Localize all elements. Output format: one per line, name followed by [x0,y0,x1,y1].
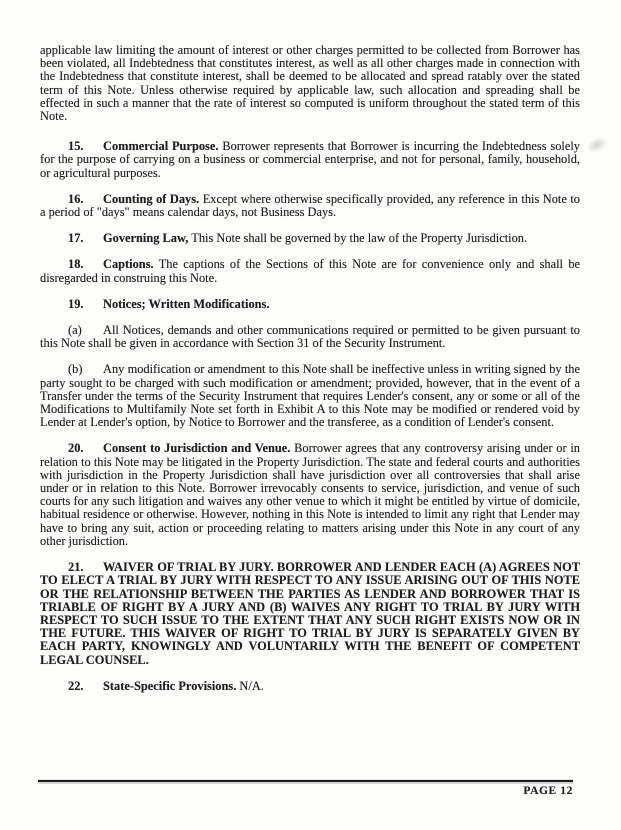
section-body: This Note shall be governed by the law of the Property Jurisdiction. [191,231,528,246]
paragraph-continuation [40,44,580,123]
section-body: Borrower represents that Borrower is incurring the Indebtedness solely for the purpose of carrying on a business or commercial enterprise, and not for personal, family, household, or agricultural purposes. [40,139,580,180]
subsection-body: Any modification or amendment to this Note shall be ineffective unless in writing signed by the party sought to be charged with such modification or amendment; provided, however, that in the event of a Transfer under the terms of the Security Instrument that requires Lender's consent, any or some or all of the Modifications to Multifamily Note set forth in Exhibit A to this Note may be modified or rendered void by Lender at Lender's option, by Notice to Borrower and the transferee, as a condition of Lender's consent. [40,362,580,430]
section-number: 17. [68,231,84,246]
section-number: 20. [68,441,84,456]
subsection-letter: (b) [68,362,83,377]
section-body: BORROWER AND LENDER EACH (A) AGREES NOT TO ELECT A TRIAL BY JURY WITH RESPECT TO ANY ISSUE ARISING OUT OF THIS NOTE OR THE RELATIONSHIP BETWEEN THE PARTIES AS LENDER AND BORROWER THAT IS TRIABLE OF RIGHT BY A JURY AND (B) WAIVES ANY RIGHT TO TRIAL BY JURY WITH RESPECT TO SUCH ISSUE TO THE EXTENT THAT ANY SUCH RIGHT EXISTS NOW OR IN THE FUTURE. THIS WAIVER OF RIGHT TO TRIAL BY JURY IS SEPARATELY GIVEN BY EACH PARTY, KNOWINGLY AND VOLUNTARILY WITH THE BENEFIT OF COMPETENT LEGAL COUNSEL. [40,560,580,667]
document-body [40,44,580,706]
section-number: 16. [68,191,84,206]
section-number: 21. [68,560,84,575]
section-heading: Governing Law, [103,231,189,246]
footer-divider-line [38,780,573,782]
section-heading: State-Specific Provisions. [103,678,237,693]
section-18 [40,258,580,284]
section-heading: Consent to Jurisdiction and Venue. [103,441,291,456]
section-19-sub-b [40,363,580,429]
section-number: 18. [68,257,84,272]
subsection-letter: (a) [68,323,82,338]
section-body: The captions of the Sections of this Note are for convenience only and shall be disregarded in construing this Note. [40,257,581,285]
section-17 [40,232,580,245]
section-15 [40,140,580,180]
section-body: Except where otherwise specifically provided, any reference in this Note to a period of "days" means calendar days, not Business Days. [40,191,581,220]
section-number: 22. [68,678,84,693]
section-heading: Captions. [103,257,154,272]
section-16 [40,193,580,219]
section-heading: Counting of Days. [103,191,200,206]
subsection-body: All Notices, demands and other communications required or permitted to be given pursuant to this Note shall be given in accordance with Section 31 of the Security Instrument. [40,323,580,351]
paragraph-text: applicable law limiting the amount of interest or other charges permitted to be collected from Borrower has been violated, all Indebtedness that constitutes interest, as well as all other charges made in connection with the Indebtedness that constitute interest, shall be deemed to be allocated and spread ratably over the stated term of this Note. Unless otherwise required by applicable law, such allocation and spreading shall be effected in such a manner that the rate of interest so computed is uniform throughout the stated term of this Note. [40,43,580,124]
section-heading: Notices; Written Modifications. [103,296,270,311]
section-heading: WAIVER OF TRIAL BY JURY. [103,560,274,575]
page-number-label: PAGE 12 [523,785,573,797]
section-19 [40,298,580,311]
scan-smudge-artifact [584,134,610,156]
section-number: 15. [68,139,84,154]
section-number: 19. [68,296,84,311]
section-21 [40,561,580,667]
section-heading: Commercial Purpose. [103,139,219,154]
section-22 [40,680,580,693]
section-20 [40,442,580,548]
section-body: N/A. [239,678,264,693]
section-19-sub-a [40,324,580,350]
section-body: Borrower agrees that any controversy arising under or in relation to this Note may be litigated in the Property Jurisdiction. The state and federal courts and authorities with jurisdiction in the Property Jurisdiction shall have jurisdiction over all controversies that shall arise under or in relation to this Note. Borrower irrevocably consents to service, jurisdiction, and venue of such courts for any such litigation and waives any other venue to which it might be entitled by virtue of domicile, habitual residence or otherwise. However, nothing in this Note is intended to limit any right that Lender may have to bring any suit, action or proceeding relating to matters arising under this Note in any court of any other jurisdiction. [40,441,580,548]
